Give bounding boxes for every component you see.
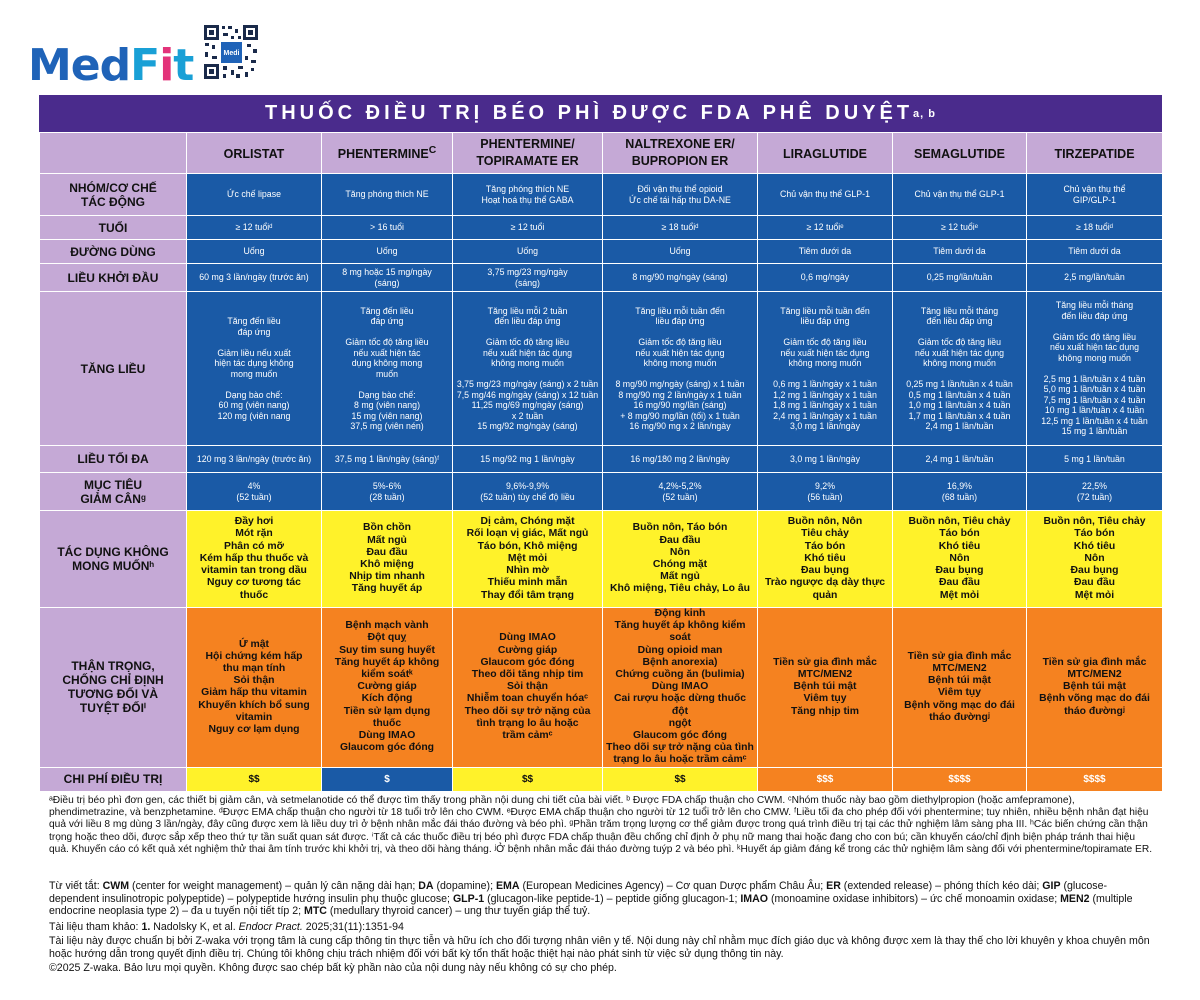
table-cell: 5 mg 1 lần/tuần — [1027, 446, 1163, 473]
page-title: THUỐC ĐIỀU TRỊ BÉO PHÌ ĐƯỢC FDA PHÊ DUYỆT a, b — [39, 95, 1162, 132]
drug-header-naltrexone-bupropion: NALTREXONE ER/ BUPROPION ER — [603, 133, 758, 174]
drug-header-orlistat: ORLISTAT — [187, 133, 322, 174]
table-cell: Uống — [453, 240, 603, 264]
table-cell: ≥ 12 tuổiᵈ — [187, 216, 322, 240]
table-cell: 2,5 mg/lần/tuần — [1027, 264, 1163, 292]
table-cell: Ức chế lipase — [187, 174, 322, 216]
row-weight-loss — [40, 473, 1163, 511]
table-cell: Tăng phóng thích NE — [322, 174, 453, 216]
table-cell: 16 mg/180 mg 2 lần/ngày — [603, 446, 758, 473]
drug-header-row — [40, 133, 1163, 174]
table-cell: Tiêm dưới da — [893, 240, 1027, 264]
table-cell: Bồn chồn Mất ngủ Đau đầu Khô miệng Nhịp tim nhanh Tăng huyết áp — [322, 511, 453, 608]
abbreviations: Từ viết tắt: CWM (center for weight management) – quản lý cân nặng dài hạn; DA (dopamine); EMA (European Medicines Agency) – Cơ quan Dược phẩm Châu Âu; ER (extended release) – phóng thích kéo dài; GIP (glucose-dependent insulinotropic polypeptide) – polypeptide hướng insulin phụ thuộc glucose; GLP-1 (glucagon-like peptide-1) – peptide giống glucagon-1; IMAO (monoamine oxidase inhibitors) – ức chế monoamin oxidase; MEN2 (multiple endocrine neoplasia type 2) – đa u tuyến nội tiết típ 2; MTC (medullary thyroid cancer) – ung thư tuyến giáp thể tuỷ. — [49, 880, 1133, 918]
table-cell: Tiêm dưới da — [758, 240, 893, 264]
medfit-logo: MedFit — [28, 40, 194, 91]
table-cell: 4% (52 tuần) — [187, 473, 322, 511]
table-cell: 9,6%-9,9% (52 tuần) tùy chế độ liều — [453, 473, 603, 511]
table-cell: Tăng liều mỗi tháng đến liều đáp ứng Giảm tốc độ tăng liều nếu xuất hiện tác dụng không mong muốn 2,5 mg 1 lần/tuần x 4 tuần 5,0 mg 1 lần/tuần x 4 tuần 7,5 mg 1 lần/tuần x 4 tuần 10 mg 1 lần/tuần x 4 tuần 12,5 mg 1 lần/tuần x 4 tuần 15 mg 1 lần/tuần — [1027, 292, 1163, 446]
row-label: THẬN TRỌNG, CHỐNG CHỈ ĐỊNH TƯƠNG ĐỐI VÀ TUYỆT ĐỐIⁱ — [40, 608, 187, 768]
table-cell: Động kinh Tăng huyết áp không kiểm soát Dùng opioid man Bệnh anorexia) Chứng cuồng ăn (bulimia) Dùng IMAO Cai rượu hoặc dừng thuốc đột ngột Glaucom góc đóng Theo dõi sự trở nặng của tình trạng lo âu hoặc trầm cảmᶜ — [603, 608, 758, 768]
table-cell: > 16 tuổi — [322, 216, 453, 240]
table-cell: Tiền sử gia đình mắc MTC/MEN2 Bệnh túi mật Viêm tụy Tăng nhịp tim — [758, 608, 893, 768]
table-cell: Buồn nôn, Tiêu chảy Táo bón Khó tiêu Nôn Đau bụng Đau đầu Mệt mỏi — [893, 511, 1027, 608]
table-cell: Uống — [603, 240, 758, 264]
table-cell: 8 mg/90 mg/ngày (sáng) — [603, 264, 758, 292]
table-cell: Tăng phóng thích NE Hoạt hoá thụ thể GABA — [453, 174, 603, 216]
qr-code-icon — [203, 24, 259, 80]
row-label: NHÓM/CƠ CHẾ TÁC ĐỘNG — [40, 174, 187, 216]
row-start-dose — [40, 264, 1163, 292]
table-cell: 3,0 mg 1 lần/ngày — [758, 446, 893, 473]
svg-text:Medi: Medi — [223, 50, 240, 57]
table-cell: Dùng IMAO Cường giáp Glaucom góc đóng Theo dõi tăng nhịp tim Sỏi thận Nhiễm toan chuyển hóaᶜ Theo dõi sự trở nặng của tình trạng lo âu hoặc trầm cảmᶜ — [453, 608, 603, 768]
drug-header-phentermine: $PHENTERMINE^C$ — [322, 133, 453, 174]
table-cell: 22,5% (72 tuần) — [1027, 473, 1163, 511]
table-cell: Tăng liều mỗi tuần đến liều đáp ứng Giảm tốc độ tăng liều nếu xuất hiện tác dụng không mong muốn 8 mg/90 mg/ngày (sáng) x 1 tuần 8 mg/90 mg 2 lần/ngày x 1 tuần 16 mg/90 mg/lần (sáng) + 8 mg/90 mg/lần (tối) x 1 tuần 16 mg/90 mg x 2 lần/ngày — [603, 292, 758, 446]
row-cautions — [40, 608, 1163, 768]
cost-cell: $$ — [453, 767, 603, 791]
cost-cell: $$$$ — [1027, 767, 1163, 791]
table-cell: 3,75 mg/23 mg/ngày (sáng) — [453, 264, 603, 292]
table-cell: 2,4 mg 1 lần/tuần — [893, 446, 1027, 473]
table-cell: Buồn nôn, Tiêu chảy Táo bón Khó tiêu Nôn Đau bụng Đau đầu Mệt mỏi — [1027, 511, 1163, 608]
table-cell: 16,9% (68 tuần) — [893, 473, 1027, 511]
table-cell: Uống — [187, 240, 322, 264]
row-adverse-effects — [40, 511, 1163, 608]
cost-cell: $$ — [187, 767, 322, 791]
obesity-drug-comparison-table — [39, 132, 1163, 792]
table-cell: Chủ vận thụ thể GIP/GLP-1 — [1027, 174, 1163, 216]
table-cell: Buồn nôn, Nôn Tiêu chảy Táo bón Khó tiêu Đau bụng Trào ngược dạ dày thực quản — [758, 511, 893, 608]
table-cell: Tăng liều mỗi tháng đến liều đáp ứng Giảm tốc độ tăng liều nếu xuất hiện tác dụng không mong muốn 0,25 mg 1 lần/tuần x 4 tuần 0,5 mg 1 lần/tuần x 4 tuần 1,0 mg 1 lần/tuần x 4 tuần 1,7 mg 1 lần/tuần x 4 tuần 2,4 mg 1 lần/tuần — [893, 292, 1027, 446]
row-max-dose — [40, 446, 1163, 473]
table-cell: Uống — [322, 240, 453, 264]
table-cell: Tăng đến liều đáp ứng Giảm liều nếu xuất hiện tác dụng không mong muốn Dạng bào chế: 60 mg (viên nang) 120 mg (viên nang — [187, 292, 322, 446]
cost-cell: $$$$ — [893, 767, 1027, 791]
table-cell: 37,5 mg 1 lần/ngày (sáng)ᶠ — [322, 446, 453, 473]
table-cell: Đối vận thụ thể opioid Ức chế tái hấp thu DA-NE — [603, 174, 758, 216]
disclaimer: Tài liệu này được chuẩn bị bởi Z-waka với trọng tâm là cung cấp thông tin thực tiễn và hữu ích cho đối tượng nhân viên y tế. Nội dung này chỉ nhằm mục đích giáo dục và không được xem là thay thế cho lời khuyên y khoa chuyên môn hoặc hướng dẫn trong quyết định điều trị. Chúng tôi không chịu trách nhiệm đối với bất kỳ tổn thất hoặc thiệt hại nào phát sinh từ việc sử dụng thông tin này. — [49, 935, 1150, 960]
table-cell: Dị cảm, Chóng mặt Rối loạn vị giác, Mất ngủ Táo bón, Khô miệng Mệt mỏi Nhìn mờ Thiếu minh mẫn Thay đổi tâm trạng — [453, 511, 603, 608]
table-cell: Buồn nôn, Táo bón Đau đầu Nôn Chóng mặt Mất ngủ Khô miệng, Tiêu chảy, Lo âu — [603, 511, 758, 608]
row-label: CHI PHÍ ĐIỀU TRỊ — [40, 767, 187, 791]
table-cell: Chủ vận thụ thể GLP-1 — [893, 174, 1027, 216]
row-mechanism — [40, 174, 1163, 216]
drug-header-phentermine-topiramate: PHENTERMINE/ TOPIRAMATE ER — [453, 133, 603, 174]
table-cell: ≥ 12 tuổiᵉ — [758, 216, 893, 240]
table-cell: ≥ 18 tuổiᵈ — [1027, 216, 1163, 240]
table-cell: Đầy hơi Mót rặn Phân có mỡ Kém hấp thu thuốc và vitamin tan trong dầu Nguy cơ tương tác thuốc — [187, 511, 322, 608]
table-cell: 8 mg hoặc 15 mg/ngày (sáng) — [322, 264, 453, 292]
table-cell: 4,2%-5,2% (52 tuần) — [603, 473, 758, 511]
cost-cell: $$$ — [758, 767, 893, 791]
row-label: MỤC TIÊU GIẢM CÂNᵍ — [40, 473, 187, 511]
table-cell: 9,2% (56 tuần) — [758, 473, 893, 511]
row-age — [40, 216, 1163, 240]
table-cell: 120 mg 3 lần/ngày (trước ăn) — [187, 446, 322, 473]
table-cell: Chủ vận thụ thể GLP-1 — [758, 174, 893, 216]
table-cell: Tiền sử gia đình mắc MTC/MEN2 Bệnh túi mật Viêm tụy Bệnh võng mạc do đái tháo đườngʲ — [893, 608, 1027, 768]
drug-header-semaglutide: SEMAGLUTIDE — [893, 133, 1027, 174]
copyright: ©2025 Z-waka. Bảo lưu mọi quyền. Không được sao chép bất kỳ phần nào của nội dung này nếu không có sự cho phép. — [49, 962, 617, 974]
drug-header-tirzepatide: TIRZEPATIDE — [1027, 133, 1163, 174]
row-label: LIỀU TỐI ĐA — [40, 446, 187, 473]
footnotes: ᵃĐiều trị béo phì đơn gen, các thiết bị giảm cân, và setmelanotide có thể được tìm thấy trong phần nội dung chi tiết của bài viết. ᵇ Được FDA chấp thuận cho CWM. ᶜNhóm thuốc này bao gồm diethylpropion (hoặc amfepramone), phendimetrazine, và benzphetamine. ᵈĐược EMA chấp thuận cho người từ 18 tuổi trở lên cho CWM. ᵉĐược EMA chấp thuận cho người từ 12 tuổi trở lên cho CMW. ᶠLiều tối đa cho phép đối với phentermine; tuy nhiên, nhiều bệnh nhân đạt hiệu quả với liều 8 mg dùng 3 lần/ngày, đây cũng được xem là liều duy trì ở bệnh nhân mắc đái tháo đường và béo phì. ᵍPhần trăm trọng lượng cơ thể giảm được trong quá trình điều trị tại các thử nghiệm lâm sàng pha III. ʰCác biến chứng cần thận trọng hoặc theo dõi, được sắp xếp theo thứ tự tần suất quan sát được. ⁱTất cả các thuốc điều trị béo phì được FDA chấp thuận đều chống chỉ định ở phụ nữ mang thai hoặc đang cho con bú; cần khuyến cáo/chỉ định biện pháp tránh thai hiệu quả. Khuyến cáo có kết quả xét nghiệm thử thai âm tính trước khi khởi trị, và theo dõi hàng tháng. ʲỞ bệnh nhân mắc đái tháo đường tuýp 2 và béo phì. ᵏHuyết áp giảm đáng kể trong các thử nghiệm lâm sàng đối với phentermine/topiramate ER. — [49, 795, 1153, 855]
cost-cell: $ — [322, 767, 453, 791]
table-cell: ≥ 12 tuổi — [453, 216, 603, 240]
table-cell: Tăng liều mỗi 2 tuần đến liều đáp ứng Giảm tốc độ tăng liều nếu xuất hiện tác dụng không mong muốn 3,75 mg/23 mg/ngày (sáng) x 2 tuần 7,5 mg/46 mg/ngày (sáng) x 12 tuần 11,25 mg/69 mg/ngày (sáng) x 2 tuần 15 mg/92 mg/ngày (sáng) — [453, 292, 603, 446]
table-cell: Bệnh mạch vành Đột quỵ Suy tim sung huyết Tăng huyết áp không kiểm soátᵏ Cường giáp Kích động Tiền sử lạm dụng thuốc Dùng IMAO Glaucom góc đóng — [322, 608, 453, 768]
row-titration — [40, 292, 1163, 446]
row-label: ĐƯỜNG DÙNG — [40, 240, 187, 264]
table-cell: ≥ 18 tuổiᵈ — [603, 216, 758, 240]
table-cell: 0,25 mg/lần/tuần — [893, 264, 1027, 292]
cost-cell: $$ — [603, 767, 758, 791]
table-cell: Tăng liều mỗi tuần đến liều đáp ứng Giảm tốc độ tăng liều nếu xuất hiện tác dụng không mong muốn 0,6 mg 1 lần/ngày x 1 tuần 1,2 mg 1 lần/ngày x 1 tuần 1,8 mg 1 lần/ngày x 1 tuần 2,4 mg 1 lần/ngày x 1 tuần 3,0 mg 1 lần/ngày — [758, 292, 893, 446]
table-cell: 0,6 mg/ngày — [758, 264, 893, 292]
row-label: TĂNG LIỀU — [40, 292, 187, 446]
table-cell: Tiêm dưới da — [1027, 240, 1163, 264]
table-cell: Ứ mật Hội chứng kém hấp thu mạn tính Sỏi thận Giảm hấp thu vitamin Khuyến khích bổ sung vitamin Nguy cơ lạm dụng — [187, 608, 322, 768]
table-cell: 5%-6% (28 tuần) — [322, 473, 453, 511]
table-cell: 15 mg/92 mg 1 lần/ngày — [453, 446, 603, 473]
row-label: TUỔI — [40, 216, 187, 240]
table-cell: Tiền sử gia đình mắc MTC/MEN2 Bệnh túi mật Bệnh võng mạc do đái tháo đườngʲ — [1027, 608, 1163, 768]
row-cost — [40, 767, 1163, 791]
row-label: LIỀU KHỞI ĐẦU — [40, 264, 187, 292]
drug-header-liraglutide: LIRAGLUTIDE — [758, 133, 893, 174]
table-cell: 60 mg 3 lần/ngày (trước ăn) — [187, 264, 322, 292]
row-label: TÁC DỤNG KHÔNG MONG MUỐNʰ — [40, 511, 187, 608]
table-cell: ≥ 12 tuổiᵉ — [893, 216, 1027, 240]
row-route — [40, 240, 1163, 264]
reference: Tài liệu tham khảo: 1. Nadolsky K, et al. Endocr Pract. 2025;31(11):1351-94 — [49, 921, 404, 933]
table-cell: Tăng đến liều đáp ứng Giảm tốc độ tăng liều nếu xuất hiện tác dụng không mong muốn Dạng bào chế: 8 mg (viên nang) 15 mg (viên nang) 37,5 mg (viên nén) — [322, 292, 453, 446]
header-corner — [40, 133, 187, 174]
